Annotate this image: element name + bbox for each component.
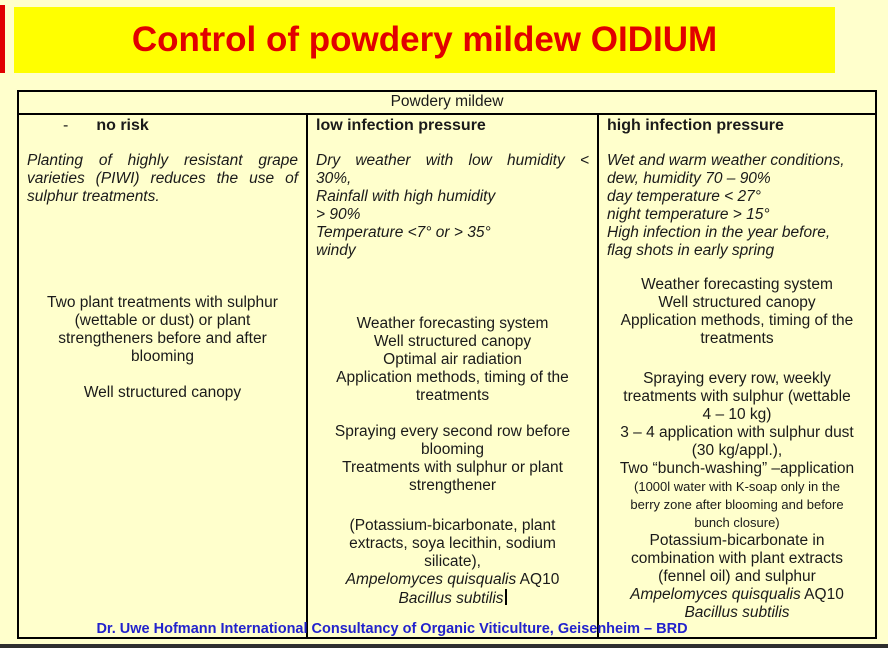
mildew-table [17, 90, 877, 639]
species-line [316, 571, 589, 589]
table-columns [19, 115, 875, 637]
measures-block-b: Well structured canopy [83, 384, 242, 401]
header-dash: - [63, 117, 69, 134]
column-header-no-risk [27, 117, 298, 135]
footer-text: Dr. Uwe Hofmann International Consultancy of Organic Viticulture, Geisenheim – BRD [96, 621, 688, 637]
measures-block-b: Spraying every second row before blooming Treatments with sulphur or plant strengthener [334, 423, 571, 494]
bottom-bar [0, 644, 888, 648]
species-name: Bacillus subtilis [398, 590, 504, 607]
measures-block-c: Potassium-bicarbonate in combination with plant extracts (fennel oil) and sulphur [631, 532, 843, 585]
species-name: Ampelomyces quisqualis [630, 586, 801, 603]
conditions-text: Dry weather with low humidity < 30%, Rainfall with high humidity > 90% Temperature <7° or > 35° windy [316, 152, 589, 259]
measures-block-a: Two plant treatments with sulphur (wettable or dust) or plant strengtheners before and after blooming [47, 294, 278, 365]
species-name: Bacillus subtilis [684, 604, 790, 621]
text-cursor [505, 589, 507, 605]
conditions-text: Wet and warm weather conditions, dew, humidity 70 – 90% day temperature < 27° night temperature > 15° High infection in the year before, flag shots in early spring [607, 152, 845, 259]
measures-block-b: Spraying every row, weekly treatments with sulphur (wettable 4 – 10 kg) 3 – 4 application with sulphur dust (30 kg/appl.), Two “bunch-washing” –application [619, 370, 855, 477]
left-edge-strip [0, 5, 5, 73]
column-high-pressure[interactable] [597, 115, 875, 637]
measures-block-a: Weather forecasting system Well structured canopy Optimal air radiation Application methods, timing of the treatments [336, 315, 569, 404]
measures-block-c: (Potassium-bicarbonate, plant extracts, soya lecithin, sodium silicate), [349, 517, 556, 570]
conditions-text: Planting of highly resistant grape varieties (PIWI) reduces the use of sulphur treatments. [27, 152, 298, 205]
small-note: (1000l water with K-soap only in the berry zone after blooming and before bunch closure) [630, 479, 844, 530]
species-name: Ampelomyces quisqualis [345, 571, 517, 588]
species-line [607, 586, 867, 604]
footer-credit[interactable] [17, 620, 877, 638]
measures-block-a: Weather forecasting system Well structured canopy Application methods, timing of the treatments [620, 276, 854, 347]
column-no-risk[interactable] [19, 115, 306, 637]
column-low-pressure[interactable] [306, 115, 597, 637]
table-caption: Powdery mildew [19, 92, 875, 115]
species-code: AQ10 [516, 571, 560, 588]
column-header-low: low infection pressure [316, 117, 486, 134]
title-banner [14, 7, 835, 73]
bacillus-line [316, 589, 589, 608]
column-header-high: high infection pressure [607, 117, 784, 134]
column-header-label: no risk [96, 117, 149, 134]
slide-title[interactable]: Control of powdery mildew OIDIUM [131, 20, 718, 59]
species-code: AQ10 [800, 586, 844, 603]
